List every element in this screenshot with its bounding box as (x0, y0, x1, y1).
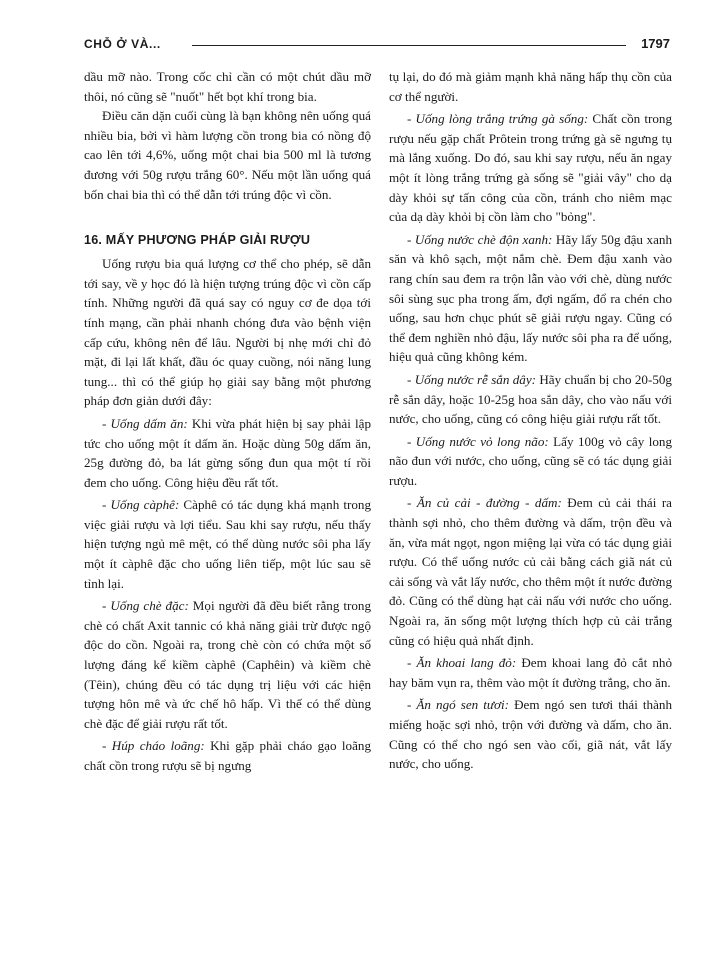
remedy-egg-white (389, 109, 672, 227)
remedy-text: Đem ngó sen tươi thái thành miếng hoặc sợi nhỏ, trộn với đường và dấm, cho ăn. Cũng có thể cho ngó sen vào cối, giã nát, vắt lấy nước, cho uống. (389, 697, 672, 772)
header-rule (192, 45, 626, 46)
remedy-title: - Uống nước chè độn xanh: (407, 231, 553, 247)
remedy-text: Chất cồn trong rượu nếu gặp chất Prôtein trong trứng gà sẽ ngưng tụ mà lắng xuống. Do đó, sau khi say rượu, nếu ăn ngay một ít lòng trắng trứng gà sống sẽ "giải vây" cho dạ dày khỏi sự tấn công của cồn, tránh cho niêm mạc của dạ dày khỏi bị cồn làm cho "bỏng". (389, 111, 672, 225)
remedy-lotus-root (389, 695, 672, 773)
remedy-text: Càphê có tác dụng khá mạnh trong việc giải rượu và lợi tiểu. Sau khi say rượu, nếu thấy hiện tượng ngủ mê mệt, có thể dùng nước sôi pha lấy một ít càphê đặc cho uống liên tiếp, một lúc sau sẽ tỉnh lại. (84, 497, 371, 591)
remedy-title: - Uống càphê: (102, 497, 180, 513)
remedy-text: Hãy chuẩn bị cho 20-50g rễ sắn dây, hoặc 10-25g hoa sắn dây, cho vào nấu với nước, cho uống, cũng có công hiệu giải rượu rất tốt. (389, 371, 672, 427)
remedy-title: - Uống lòng trắng trứng gà sống: (407, 111, 589, 127)
paragraph: dầu mỡ nào. Trong cốc chỉ cần có một chút dầu mỡ thôi, nó cũng sẽ "nuốt" hết bọt khí trong bia. (84, 69, 371, 104)
running-title: CHỖ Ở VÀ... (84, 37, 161, 51)
page-header (84, 34, 670, 54)
paragraph: Điều căn dặn cuối cùng là bạn không nên uống quá nhiều bia, bởi vì hàm lượng cồn trong bia có nồng độ cao lên tới 4,6%, uống một chai bia 500 ml là tương đương với 50g rượu trắng 60°. Nếu một lần uống quá bốn chai bia thì có thể dẫn tới trúng độc vì cồn. (84, 108, 371, 202)
remedy-coffee (84, 495, 371, 593)
remedy-sweet-potato (389, 653, 672, 692)
remedy-title: - Uống nước vỏ long não: (407, 433, 549, 449)
remedy-title: - Uống dấm ăn: (102, 415, 188, 431)
remedy-radish (389, 493, 672, 650)
remedy-title: - Ăn củ cải - đường - dấm: (407, 495, 562, 511)
remedy-title: - Uống chè đặc: (102, 598, 189, 614)
remedy-text: Hãy lấy 50g đậu xanh săn và khô sạch, một nắm chè. Đem đậu xanh vào rang chín sau đem ra trộn lẫn vào với chè, dùng nước sôi sùng sục pha trong ấm, đợi ngấm, đổ ra chén cho uống, sau hơn chục phút sẽ giải rượu ngay. Cũng có thể đem nghiền nhỏ đậu, lấy nước sôi pha ra để uống, hiệu quả cũng không kém. (389, 231, 672, 365)
left-column (84, 67, 371, 776)
remedy-title: - Uống nước rễ sắn dây: (407, 371, 537, 387)
remedy-camphor-bark (389, 432, 672, 491)
paragraph-intro: Uống rượu bia quá lượng cơ thể cho phép, sẽ dẫn tới say, về y học đó là hiện tượng trúng độc vì cồn cấp tính. Những người đã quá say có nguy cơ đe dọa tới tính mạng, cần phải nhanh chóng đưa vào bệnh viện cấp cứu, không nên để lâu. Người bị nhẹ mới chỉ đỏ mặt, đi lại lất khất, đầu óc quay cuồng, nói năng lung tung... thì có thể giúp họ giải say bằng một phương pháp đơn giản dưới đây: (84, 256, 371, 409)
remedy-kudzu-root (389, 370, 672, 429)
remedy-text: Đem củ cải thái ra thành sợi nhỏ, cho thêm đường và dấm, trộn đều và ăn, vừa mát ngọt, ngon miệng lại vừa có tác dụng giải rượu. Có thể uống nước củ cải bằng cách giã nát củ cải sống và vắt lấy nước, cho thêm một ít nước đường đỏ. Cũng có thể dùng hạt cải nấu với nước cho uống. Ngoài ra, ăn sống một lượng thích hợp củ cải trắng cũng có hiệu quả nhất định. (389, 495, 672, 648)
remedy-text: Lấy 100g vỏ cây long não đun với nước, cho uống, cũng sẽ có tác dụng giải rượu. (389, 433, 672, 488)
remedy-tea (84, 596, 371, 733)
remedy-text: Khi gặp phải cháo gạo loãng chất cồn trong rượu sẽ bị ngưng (84, 738, 371, 773)
remedy-porridge (84, 736, 371, 775)
page-number: 1797 (641, 36, 670, 51)
remedy-title: - Húp cháo loãng: (102, 738, 205, 754)
paragraph-continued: tụ lại, do đó mà giảm mạnh khả năng hấp thụ cồn của cơ thể người. (389, 69, 672, 104)
section-heading: 16. MẤY PHƯƠNG PHÁP GIẢI RƯỢU (84, 233, 311, 248)
remedy-green-bean-tea (389, 230, 672, 367)
remedy-text: Đem khoai lang đỏ cắt nhỏ hay băm vụn ra, thêm vào một ít đường trắng, cho ăn. (389, 655, 672, 690)
remedy-vinegar (84, 414, 371, 492)
remedy-title: - Ăn khoai lang đỏ: (407, 655, 517, 671)
remedy-text: Mọi người đã đều biết rằng trong chè có chất Axit tannic có khả năng giải trừ được ngộ độc do cồn. Ngoài ra, trong chè còn có chứa một số lượng đáng kể kiềm càphê (Caphêin) và kiềm chè (Têin), chúng đều có tác dụng trị liệu với các hiện tượng hôn mê và ức chế hô hấp. Vì thế có thể dùng chè đặc để giải rượu rất tốt. (84, 598, 371, 731)
right-column (389, 67, 672, 774)
remedy-text: Khi vừa phát hiện bị say phải lập tức cho uống một ít dấm ăn. Hoặc dùng 50g dấm ăn, 25g đường đỏ, ba lát gừng sống đun qua một tí rồi đem cho uống. Công hiệu đều rất tốt. (84, 415, 371, 490)
remedy-title: - Ăn ngó sen tươi: (407, 697, 510, 713)
